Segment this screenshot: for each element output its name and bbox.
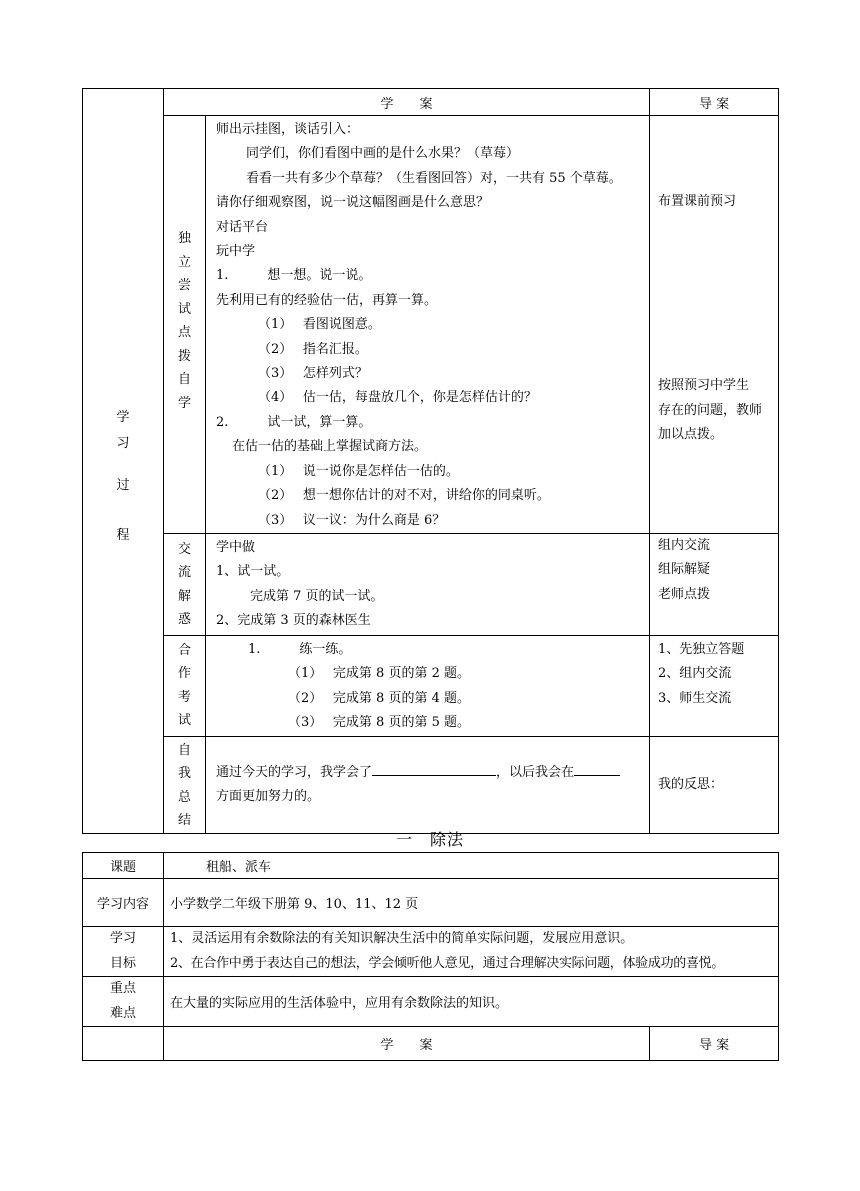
key-value: 在大量的实际应用的生活体验中，应用有余数除法的知识。 — [164, 977, 779, 1027]
process-label-cell — [83, 89, 164, 834]
xuean-header-2: 学 案 — [164, 1027, 650, 1061]
sec4-guide-cell — [650, 736, 779, 833]
sec2-line: 学中做 — [216, 539, 256, 555]
goal-label: 目标 — [109, 955, 136, 971]
sec1-label-char: 学 — [177, 395, 191, 411]
sec1-guide-text: 加以点拨。 — [658, 427, 724, 443]
sec2-guide-cell — [650, 533, 779, 635]
sec3-content-cell — [206, 635, 650, 736]
sec3-line: （1） 完成第 8 页的第 2 题。 — [288, 666, 470, 682]
sec1-label-cell — [164, 116, 206, 534]
sec2-line: 1、试一试。 — [216, 564, 290, 580]
content-value: 小学数学二年级下册第 9、10、11、12 页 — [164, 879, 779, 927]
sec2-line: 2、完成第 3 页的森林医生 — [216, 613, 371, 629]
sec2-line: 完成第 7 页的试一试。 — [250, 588, 384, 604]
sec1-line: 看看一共有多少个草莓？（生看图回答）对，一共有 55 个草莓。 — [246, 170, 622, 186]
lesson-info-table — [82, 852, 779, 1061]
sec1-label-char: 立 — [177, 254, 191, 270]
reflection-label: 我的反思： — [658, 776, 724, 792]
improve-blank — [574, 763, 620, 776]
sec2-guide-text: 老师点拨 — [658, 586, 711, 602]
sec4-text-a: 通过今天的学习，我学会了 — [216, 764, 373, 780]
sec2-guide-text: 组际解疑 — [658, 562, 711, 578]
learned-blank — [372, 763, 496, 776]
sec1-line: 同学们，你们看图中画的是什么水果？（草莓） — [246, 146, 520, 162]
sec1-label-char: 试 — [177, 301, 191, 317]
sec1-label-char: 自 — [177, 372, 191, 387]
sec3-guide-text: 1、先独立答题 — [658, 641, 745, 657]
sec1-line: （3） 议一议：为什么商是 6？ — [258, 512, 446, 528]
sec1-guide-text: 按照预习中学生 — [658, 378, 750, 394]
key-label-cell — [83, 977, 164, 1027]
sec4-label-char: 结 — [177, 813, 191, 829]
sec1-line: 师出示挂图，谈话引入： — [216, 122, 360, 137]
sec3-line: 1. 练一练。 — [248, 641, 352, 657]
sec2-content-cell — [206, 533, 650, 635]
sec2-label-char: 流 — [177, 565, 191, 581]
sec1-line: （2） 想一想你估计的对不对，讲给你的同桌听。 — [258, 488, 550, 504]
daoan-header: 导 案 — [650, 89, 779, 116]
sec1-guide-text: 存在的问题，教师 — [658, 402, 763, 418]
sec2-label-char: 解 — [177, 588, 191, 604]
goal-label-cell — [83, 927, 164, 977]
sec1-content-cell — [206, 116, 650, 534]
key-label: 难点 — [109, 1005, 136, 1021]
sec4-label-char: 总 — [177, 789, 191, 805]
sec3-guide-text: 2、组内交流 — [658, 666, 732, 682]
sec1-line: （2） 指名汇报。 — [258, 341, 368, 357]
sec3-label-char: 作 — [177, 666, 191, 682]
sec3-label-cell — [164, 635, 206, 736]
topic-label: 课题 — [83, 853, 164, 879]
sec3-line: （2） 完成第 8 页的第 4 题。 — [288, 690, 470, 706]
sec1-line: （1） 看图说图意。 — [258, 317, 381, 333]
key-label: 重点 — [109, 981, 136, 997]
sec1-line: 请你仔细观察图，说一说这幅图画是什么意思？ — [216, 195, 490, 211]
sec4-text-c: 方面更加努力的。 — [216, 788, 321, 804]
goal-cell — [164, 927, 779, 977]
sec3-line: （3） 完成第 8 页的第 5 题。 — [288, 715, 470, 731]
sec2-guide-text: 组内交流 — [658, 537, 711, 553]
sec1-label-char: 尝 — [177, 278, 191, 293]
xuean-header: 学 案 — [164, 89, 650, 116]
sec3-label-char: 考 — [177, 689, 191, 705]
sec2-label-cell — [164, 533, 206, 635]
sec1-line: （4） 估一估，每盘放几个，你是怎样估计的？ — [258, 390, 537, 406]
content-label: 学习内容 — [83, 879, 164, 927]
process-label-char: 程 — [116, 527, 130, 543]
section-title: 一 除法 — [395, 830, 464, 849]
sec2-label-char: 交 — [177, 541, 191, 557]
sec4-label-char: 我 — [177, 766, 191, 782]
sec1-line: 1. 想一想。说一说。 — [216, 268, 372, 284]
sec1-line: （1） 说一说你是怎样估一估的。 — [258, 463, 459, 479]
topic-value: 租船、派车 — [164, 853, 779, 879]
process-label-char: 习 — [116, 435, 130, 451]
sec3-label-char: 合 — [177, 642, 191, 658]
goal-line: 2、在合作中勇于表达自己的想法，学会倾听他人意见，通过合理解决实际问题，体验成功的喜悦。 — [170, 955, 725, 971]
sec4-label-char: 自 — [177, 742, 191, 758]
sec1-label-char: 独 — [177, 231, 191, 246]
sec4-label-cell — [164, 736, 206, 833]
sec1-label-char: 点 — [177, 325, 191, 340]
sec1-line: 2. 试一试，算一算。 — [216, 414, 372, 430]
sec4-text-b: ，以后我会在 — [496, 764, 575, 780]
sec1-line: 在估一估的基础上掌握试商方法。 — [232, 439, 428, 455]
sec4-content-cell — [206, 736, 650, 833]
empty-cell — [83, 1027, 164, 1061]
process-label-char: 过 — [116, 477, 130, 493]
sec1-label-char: 拨 — [177, 348, 191, 364]
process-label-char: 学 — [116, 409, 130, 425]
sec1-guide-cell — [650, 116, 779, 534]
sec3-guide-cell — [650, 635, 779, 736]
lesson-process-table — [82, 88, 779, 834]
sec2-label-char: 惑 — [177, 612, 191, 628]
sec1-line: 玩中学 — [216, 244, 256, 260]
goal-label: 学习 — [109, 931, 136, 947]
daoan-header-2: 导 案 — [650, 1027, 779, 1061]
sec1-line: 先利用已有的经验估一估，再算一算。 — [216, 292, 438, 308]
sec1-guide-text: 布置课前预习 — [658, 194, 737, 209]
sec1-line: 对话平台 — [216, 219, 269, 235]
goal-line: 1、灵活运用有余数除法的有关知识解决生活中的简单实际问题，发展应用意识。 — [170, 931, 634, 947]
sec3-label-char: 试 — [177, 713, 191, 729]
sec1-line: （3） 怎样列式？ — [258, 366, 368, 382]
sec3-guide-text: 3、师生交流 — [658, 690, 732, 706]
